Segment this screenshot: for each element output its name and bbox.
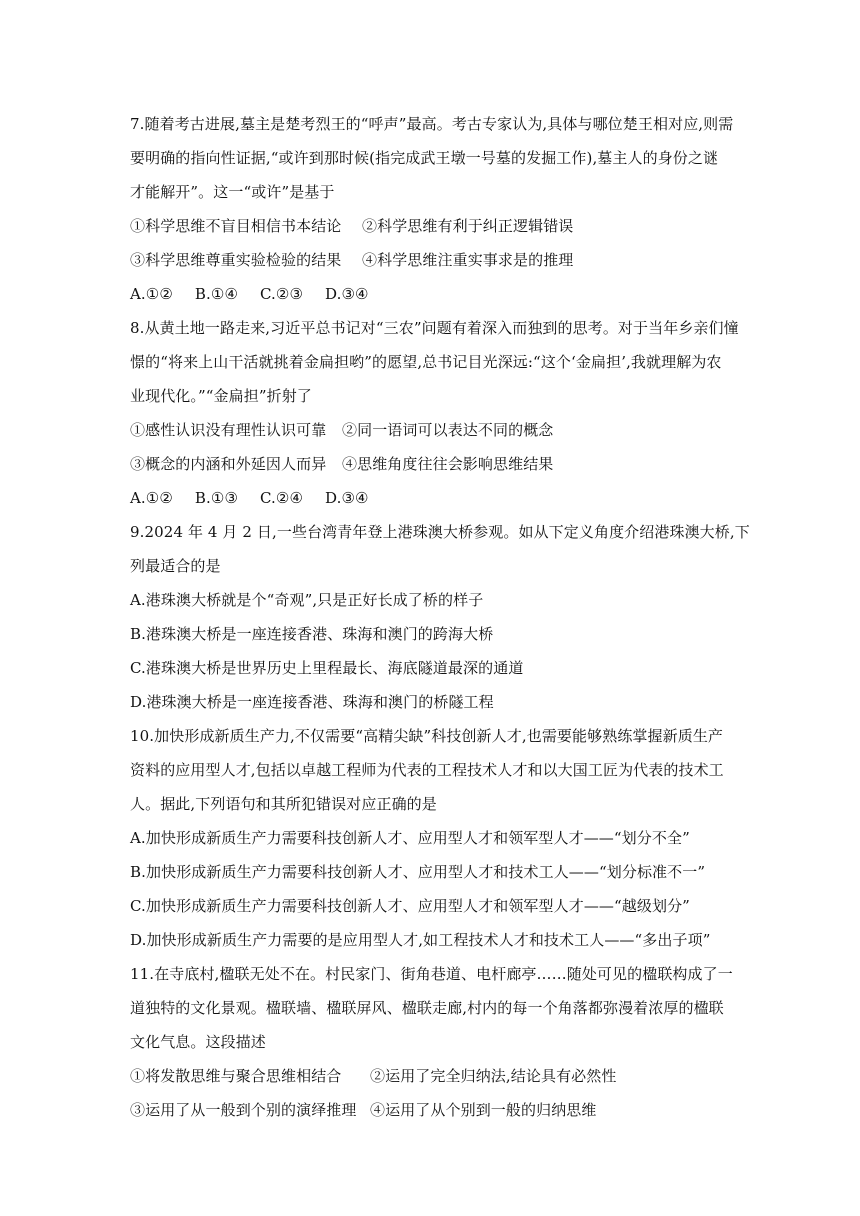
option-a: A.①② <box>130 489 173 507</box>
question-stem-line: 道独特的文化景观。楹联墙、楹联屏风、楹联走廊,村内的每一个角落都弥漫着浓厚的楹联 <box>130 999 724 1017</box>
statement: ③科学思维尊重实验检验的结果 <box>130 251 342 269</box>
option-b: B.①③ <box>194 489 238 507</box>
statement: ②同一语词可以表达不同的概念 <box>342 421 554 439</box>
option-c: C.②④ <box>260 489 304 507</box>
option-a: A.①② <box>130 285 173 303</box>
statement: ②运用了完全归纳法,结论具有必然性 <box>370 1067 617 1085</box>
question-stem-line: 业现代化。”“金扁担”折射了 <box>130 387 312 405</box>
question-stem-line: 9.2024 年 4 月 2 日,一些台湾青年登上港珠澳大桥参观。如从下定义角度介绍港珠澳大桥,下 <box>130 523 750 541</box>
statement-row <box>130 1059 730 1093</box>
option-b: B.①④ <box>194 285 238 303</box>
question-stem-line: 列最适合的是 <box>130 557 221 575</box>
question-stem-line: 8.从黄土地一路走来,习近平总书记对“三农”问题有着深入而独到的思考。对于当年乡亲们憧 <box>130 319 739 337</box>
statement: ③概念的内涵和外延因人而异 <box>130 455 327 473</box>
statement-row <box>130 413 730 447</box>
question-11 <box>130 957 733 1127</box>
option-d: D.③④ <box>325 489 369 507</box>
question-stem-line: 憬的“将来上山干活就挑着金扁担哟”的愿望,总书记目光深远:“这个‘金扁担’,我就理解为农 <box>130 353 722 371</box>
option-c: C.②③ <box>260 285 304 303</box>
statement: ③运用了从一般到个别的演绎推理 <box>130 1101 357 1119</box>
statement: ④运用了从个别到一般的归纳思维 <box>370 1101 597 1119</box>
exam-page <box>130 107 750 1127</box>
choice-a: A.加快形成新质生产力需要科技创新人才、应用型人才和领军型人才——“划分不全” <box>130 829 690 847</box>
question-9 <box>130 515 750 719</box>
statement-row <box>130 243 730 277</box>
question-stem-line: 资料的应用型人才,包括以卓越工程师为代表的工程技术人才和以大国工匠为代表的技术工 <box>130 761 724 779</box>
answer-options <box>130 277 730 311</box>
question-stem-line: 11.在寺底村,楹联无处不在。村民家门、街角巷道、电杆廊亭……随处可见的楹联构成了一 <box>130 965 733 983</box>
choice-b: B.港珠澳大桥是一座连接香港、珠海和澳门的跨海大桥 <box>130 625 494 643</box>
question-stem-line: 文化气息。这段描述 <box>130 1033 266 1051</box>
question-stem-line: 10.加快形成新质生产力,不仅需要“高精尖缺”科技创新人才,也需要能够熟练掌握新质生产 <box>130 727 724 745</box>
choice-d: D.加快形成新质生产力需要的是应用型人才,如工程技术人才和技术工人——“多出子项” <box>130 931 711 949</box>
question-7 <box>130 107 734 311</box>
statement: ①感性认识没有理性认识可靠 <box>130 421 327 439</box>
statement: ④思维角度往往会影响思维结果 <box>342 455 554 473</box>
statement-row <box>130 447 730 481</box>
choice-b: B.加快形成新质生产力需要科技创新人才、应用型人才和技术工人——“划分标准不一” <box>130 863 706 881</box>
statement: ①科学思维不盲目相信书本结论 <box>130 217 342 235</box>
choice-a: A.港珠澳大桥就是个“奇观”,只是正好长成了桥的样子 <box>130 591 484 609</box>
question-stem-line: 要明确的指向性证据,“或许到那时候(指完成武王墩一号墓的发掘工作),墓主人的身份之谜 <box>130 149 719 167</box>
statement: ①将发散思维与聚合思维相结合 <box>130 1067 342 1085</box>
choice-d: D.港珠澳大桥是一座连接香港、珠海和澳门的桥隧工程 <box>130 693 494 711</box>
answer-options <box>130 481 730 515</box>
statement: ②科学思维有利于纠正逻辑错误 <box>362 217 574 235</box>
question-8 <box>130 311 739 515</box>
choice-c: C.加快形成新质生产力需要科技创新人才、应用型人才和领军型人才——“越级划分” <box>130 897 690 915</box>
question-10 <box>130 719 730 957</box>
question-stem-line: 才能解开”。这一“或许”是基于 <box>130 183 335 201</box>
option-d: D.③④ <box>325 285 369 303</box>
statement: ④科学思维注重实事求是的推理 <box>362 251 574 269</box>
statement-row <box>130 209 730 243</box>
choice-c: C.港珠澳大桥是世界历史上里程最长、海底隧道最深的通道 <box>130 659 524 677</box>
question-stem-line: 人。据此,下列语句和其所犯错误对应正确的是 <box>130 795 437 813</box>
question-stem-line: 7.随着考古进展,墓主是楚考烈王的“呼声”最高。考古专家认为,具体与哪位楚王相对应,则需 <box>130 115 734 133</box>
statement-row <box>130 1093 730 1127</box>
